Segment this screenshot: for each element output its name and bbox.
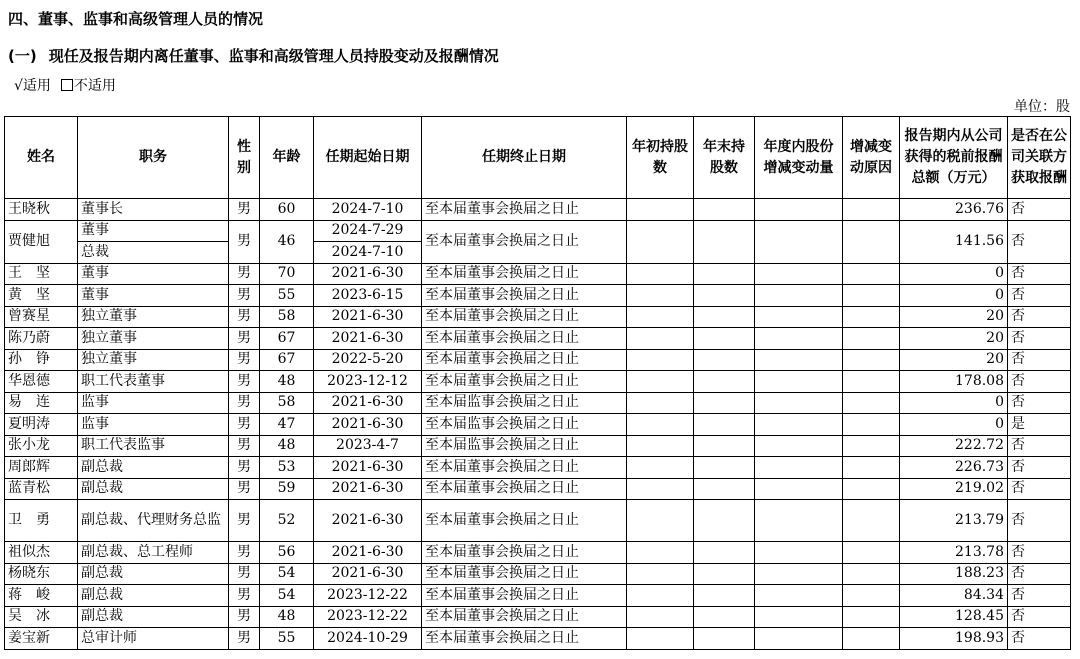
title-cell: 总裁 [78,242,229,264]
compensation-cell: 0 [900,263,1008,285]
age-cell: 46 [260,220,314,263]
end-date-cell: 至本届董事会换届之日止 [422,306,627,328]
change-reason-cell [843,328,900,350]
gender-cell: 男 [229,285,260,307]
gender-cell: 男 [229,478,260,500]
change-reason-cell [843,263,900,285]
table-row [5,285,1071,307]
end-date-cell: 至本届董事会换届之日止 [422,263,627,285]
title-cell: 董事 [78,263,229,285]
closing-shares-cell [694,563,755,585]
age-cell: 67 [260,349,314,371]
share-change-cell [755,349,843,371]
name-cell: 陈乃蔚 [5,328,78,350]
closing-shares-cell [694,220,755,263]
table-row [5,563,1071,585]
column-header: 报告期内从公司获得的税前报酬总额（万元） [900,117,1008,199]
column-header: 年末持股数 [694,117,755,199]
share-change-cell [755,371,843,393]
compensation-cell: 236.76 [900,199,1008,221]
gender-cell: 男 [229,585,260,607]
start-date-cell: 2024-7-29 [314,220,422,242]
name-cell: 蓝青松 [5,478,78,500]
closing-shares-cell [694,628,755,650]
table-row [5,392,1071,414]
end-date-cell: 至本届监事会换届之日止 [422,435,627,457]
related-party-cell: 是 [1008,414,1071,436]
opening-shares-cell [627,414,694,436]
change-reason-cell [843,542,900,564]
age-cell: 52 [260,500,314,542]
name-cell: 吴 冰 [5,606,78,628]
table-row [5,349,1071,371]
title-cell: 独立董事 [78,349,229,371]
gender-cell: 男 [229,457,260,479]
opening-shares-cell [627,628,694,650]
age-cell: 55 [260,628,314,650]
age-cell: 56 [260,542,314,564]
opening-shares-cell [627,263,694,285]
start-date-cell: 2024-7-10 [314,199,422,221]
applicable-label: 适用 [22,78,51,94]
subsection-heading [8,45,499,66]
gender-cell: 男 [229,220,260,263]
gender-cell: 男 [229,263,260,285]
unit-label: 单位：股 [1014,99,1070,115]
table-row [5,628,1071,650]
related-party-cell: 否 [1008,563,1071,585]
related-party-cell: 否 [1008,263,1071,285]
table-row [5,500,1071,542]
opening-shares-cell [627,328,694,350]
gender-cell: 男 [229,500,260,542]
related-party-cell: 否 [1008,371,1071,393]
share-change-cell [755,328,843,350]
closing-shares-cell [694,414,755,436]
share-change-cell [755,542,843,564]
age-cell: 59 [260,478,314,500]
age-cell: 58 [260,306,314,328]
name-cell: 张小龙 [5,435,78,457]
related-party-cell: 否 [1008,220,1071,263]
end-date-cell: 至本届董事会换届之日止 [422,457,627,479]
compensation-cell: 20 [900,349,1008,371]
table-row [5,606,1071,628]
age-cell: 60 [260,199,314,221]
director-compensation-table [4,116,1071,650]
share-change-cell [755,220,843,263]
title-cell: 副总裁 [78,585,229,607]
start-date-cell: 2021-6-30 [314,392,422,414]
opening-shares-cell [627,199,694,221]
start-date-cell: 2024-7-10 [314,242,422,264]
closing-shares-cell [694,199,755,221]
title-cell: 总审计师 [78,628,229,650]
change-reason-cell [843,606,900,628]
compensation-cell: 84.34 [900,585,1008,607]
table-header-row [5,117,1071,199]
change-reason-cell [843,306,900,328]
compensation-cell: 20 [900,328,1008,350]
closing-shares-cell [694,263,755,285]
name-cell: 王晓秋 [5,199,78,221]
title-cell: 独立董事 [78,306,229,328]
gender-cell: 男 [229,371,260,393]
closing-shares-cell [694,285,755,307]
closing-shares-cell [694,392,755,414]
change-reason-cell [843,457,900,479]
start-date-cell: 2021-6-30 [314,542,422,564]
start-date-cell: 2023-6-15 [314,285,422,307]
closing-shares-cell [694,606,755,628]
opening-shares-cell [627,478,694,500]
start-date-cell: 2023-4-7 [314,435,422,457]
column-header: 任期终止日期 [422,117,627,199]
end-date-cell: 至本届董事会换届之日止 [422,628,627,650]
title-cell: 副总裁 [78,457,229,479]
related-party-cell: 否 [1008,306,1071,328]
closing-shares-cell [694,478,755,500]
end-date-cell: 至本届董事会换届之日止 [422,199,627,221]
opening-shares-cell [627,371,694,393]
end-date-cell: 至本届董事会换届之日止 [422,328,627,350]
gender-cell: 男 [229,542,260,564]
column-header: 年初持股数 [627,117,694,199]
title-cell: 副总裁、代理财务总监 [78,500,229,542]
compensation-cell: 0 [900,285,1008,307]
share-change-cell [755,628,843,650]
age-cell: 48 [260,606,314,628]
name-cell: 蒋 峻 [5,585,78,607]
change-reason-cell [843,435,900,457]
change-reason-cell [843,285,900,307]
opening-shares-cell [627,220,694,263]
end-date-cell: 至本届监事会换届之日止 [422,392,627,414]
age-cell: 55 [260,285,314,307]
related-party-cell: 否 [1008,628,1071,650]
change-reason-cell [843,371,900,393]
column-header: 是否在公司关联方获取报酬 [1008,117,1071,199]
age-cell: 47 [260,414,314,436]
closing-shares-cell [694,349,755,371]
related-party-cell: 否 [1008,500,1071,542]
start-date-cell: 2023-12-22 [314,585,422,607]
share-change-cell [755,457,843,479]
share-change-cell [755,199,843,221]
opening-shares-cell [627,285,694,307]
not-applicable-label: 不适用 [73,78,116,94]
closing-shares-cell [694,328,755,350]
age-cell: 53 [260,457,314,479]
related-party-cell: 否 [1008,435,1071,457]
table-row [5,478,1071,500]
change-reason-cell [843,414,900,436]
name-cell: 周郎辉 [5,457,78,479]
end-date-cell: 至本届董事会换届之日止 [422,349,627,371]
closing-shares-cell [694,457,755,479]
change-reason-cell [843,500,900,542]
name-cell: 姜宝新 [5,628,78,650]
table-row [5,199,1071,221]
name-cell: 孙 铮 [5,349,78,371]
opening-shares-cell [627,392,694,414]
title-cell: 董事 [78,220,229,242]
opening-shares-cell [627,606,694,628]
subsection-number: (一) [8,47,37,65]
gender-cell: 男 [229,328,260,350]
end-date-cell: 至本届董事会换届之日止 [422,371,627,393]
table-row [5,435,1071,457]
column-header: 年龄 [260,117,314,199]
change-reason-cell [843,220,900,263]
related-party-cell: 否 [1008,328,1071,350]
name-cell: 卫 勇 [5,500,78,542]
opening-shares-cell [627,435,694,457]
gender-cell: 男 [229,392,260,414]
gender-cell: 男 [229,349,260,371]
compensation-cell: 213.78 [900,542,1008,564]
age-cell: 54 [260,563,314,585]
gender-cell: 男 [229,628,260,650]
related-party-cell: 否 [1008,199,1071,221]
share-change-cell [755,263,843,285]
start-date-cell: 2021-6-30 [314,414,422,436]
name-cell: 贾健旭 [5,220,78,263]
gender-cell: 男 [229,606,260,628]
opening-shares-cell [627,349,694,371]
end-date-cell: 至本届董事会换届之日止 [422,478,627,500]
title-cell: 职工代表监事 [78,435,229,457]
opening-shares-cell [627,563,694,585]
share-change-cell [755,392,843,414]
closing-shares-cell [694,500,755,542]
compensation-cell: 219.02 [900,478,1008,500]
change-reason-cell [843,585,900,607]
share-change-cell [755,500,843,542]
end-date-cell: 至本届董事会换届之日止 [422,563,627,585]
change-reason-cell [843,349,900,371]
end-date-cell: 至本届董事会换届之日止 [422,285,627,307]
compensation-cell: 226.73 [900,457,1008,479]
gender-cell: 男 [229,414,260,436]
compensation-cell: 141.56 [900,220,1008,263]
name-cell: 夏明涛 [5,414,78,436]
title-cell: 副总裁 [78,478,229,500]
gender-cell: 男 [229,563,260,585]
compensation-cell: 213.79 [900,500,1008,542]
start-date-cell: 2021-6-30 [314,478,422,500]
age-cell: 58 [260,392,314,414]
table-row [5,220,1071,242]
start-date-cell: 2023-12-22 [314,606,422,628]
change-reason-cell [843,628,900,650]
change-reason-cell [843,392,900,414]
end-date-cell: 至本届董事会换届之日止 [422,542,627,564]
related-party-cell: 否 [1008,457,1071,479]
closing-shares-cell [694,585,755,607]
opening-shares-cell [627,585,694,607]
opening-shares-cell [627,542,694,564]
start-date-cell: 2021-6-30 [314,563,422,585]
compensation-cell: 178.08 [900,371,1008,393]
title-cell: 副总裁 [78,606,229,628]
title-cell: 副总裁、总工程师 [78,542,229,564]
opening-shares-cell [627,500,694,542]
share-change-cell [755,414,843,436]
end-date-cell: 至本届董事会换届之日止 [422,220,627,263]
subsection-title: 现任及报告期内离任董事、监事和高级管理人员持股变动及报酬情况 [48,47,499,65]
opening-shares-cell [627,306,694,328]
checkmark-icon: √ [14,78,23,94]
compensation-cell: 188.23 [900,563,1008,585]
section-heading: 四、董事、监事和高级管理人员的情况 [8,10,264,28]
title-cell: 董事长 [78,199,229,221]
name-cell: 华恩德 [5,371,78,393]
start-date-cell: 2021-6-30 [314,328,422,350]
gender-cell: 男 [229,306,260,328]
age-cell: 54 [260,585,314,607]
title-cell: 监事 [78,414,229,436]
table-row [5,457,1071,479]
table-row [5,263,1071,285]
title-cell: 董事 [78,285,229,307]
share-change-cell [755,285,843,307]
age-cell: 67 [260,328,314,350]
start-date-cell: 2021-6-30 [314,306,422,328]
end-date-cell: 至本届董事会换届之日止 [422,500,627,542]
start-date-cell: 2021-6-30 [314,457,422,479]
column-header: 任期起始日期 [314,117,422,199]
change-reason-cell [843,478,900,500]
start-date-cell: 2022-5-20 [314,349,422,371]
empty-checkbox-icon [61,79,73,91]
related-party-cell: 否 [1008,478,1071,500]
share-change-cell [755,478,843,500]
name-cell: 易 连 [5,392,78,414]
compensation-cell: 128.45 [900,606,1008,628]
start-date-cell: 2024-10-29 [314,628,422,650]
closing-shares-cell [694,435,755,457]
closing-shares-cell [694,306,755,328]
table-row [5,306,1071,328]
column-header: 姓名 [5,117,78,199]
gender-cell: 男 [229,435,260,457]
applicability-options [14,75,116,95]
name-cell: 祖似杰 [5,542,78,564]
start-date-cell: 2023-12-12 [314,371,422,393]
related-party-cell: 否 [1008,606,1071,628]
name-cell: 曾赛星 [5,306,78,328]
compensation-cell: 20 [900,306,1008,328]
share-change-cell [755,435,843,457]
name-cell: 王 坚 [5,263,78,285]
compensation-cell: 198.93 [900,628,1008,650]
share-change-cell [755,306,843,328]
end-date-cell: 至本届董事会换届之日止 [422,585,627,607]
title-cell: 独立董事 [78,328,229,350]
opening-shares-cell [627,457,694,479]
closing-shares-cell [694,542,755,564]
related-party-cell: 否 [1008,542,1071,564]
title-cell: 副总裁 [78,563,229,585]
title-cell: 职工代表董事 [78,371,229,393]
related-party-cell: 否 [1008,392,1071,414]
change-reason-cell [843,563,900,585]
start-date-cell: 2021-6-30 [314,500,422,542]
table-row [5,585,1071,607]
share-change-cell [755,585,843,607]
age-cell: 70 [260,263,314,285]
column-header: 职务 [78,117,229,199]
compensation-cell: 0 [900,414,1008,436]
table-row [5,414,1071,436]
name-cell: 杨晓东 [5,563,78,585]
column-header: 增减变动原因 [843,117,900,199]
share-change-cell [755,563,843,585]
table-row [5,328,1071,350]
related-party-cell: 否 [1008,585,1071,607]
end-date-cell: 至本届董事会换届之日止 [422,606,627,628]
compensation-cell: 222.72 [900,435,1008,457]
table-row [5,371,1071,393]
closing-shares-cell [694,371,755,393]
share-change-cell [755,606,843,628]
gender-cell: 男 [229,199,260,221]
end-date-cell: 至本届监事会换届之日止 [422,414,627,436]
start-date-cell: 2021-6-30 [314,263,422,285]
related-party-cell: 否 [1008,349,1071,371]
change-reason-cell [843,199,900,221]
name-cell: 黄 坚 [5,285,78,307]
age-cell: 48 [260,435,314,457]
age-cell: 48 [260,371,314,393]
compensation-cell: 0 [900,392,1008,414]
title-cell: 监事 [78,392,229,414]
column-header: 性别 [229,117,260,199]
table-row [5,542,1071,564]
related-party-cell: 否 [1008,285,1071,307]
column-header: 年度内股份增减变动量 [755,117,843,199]
